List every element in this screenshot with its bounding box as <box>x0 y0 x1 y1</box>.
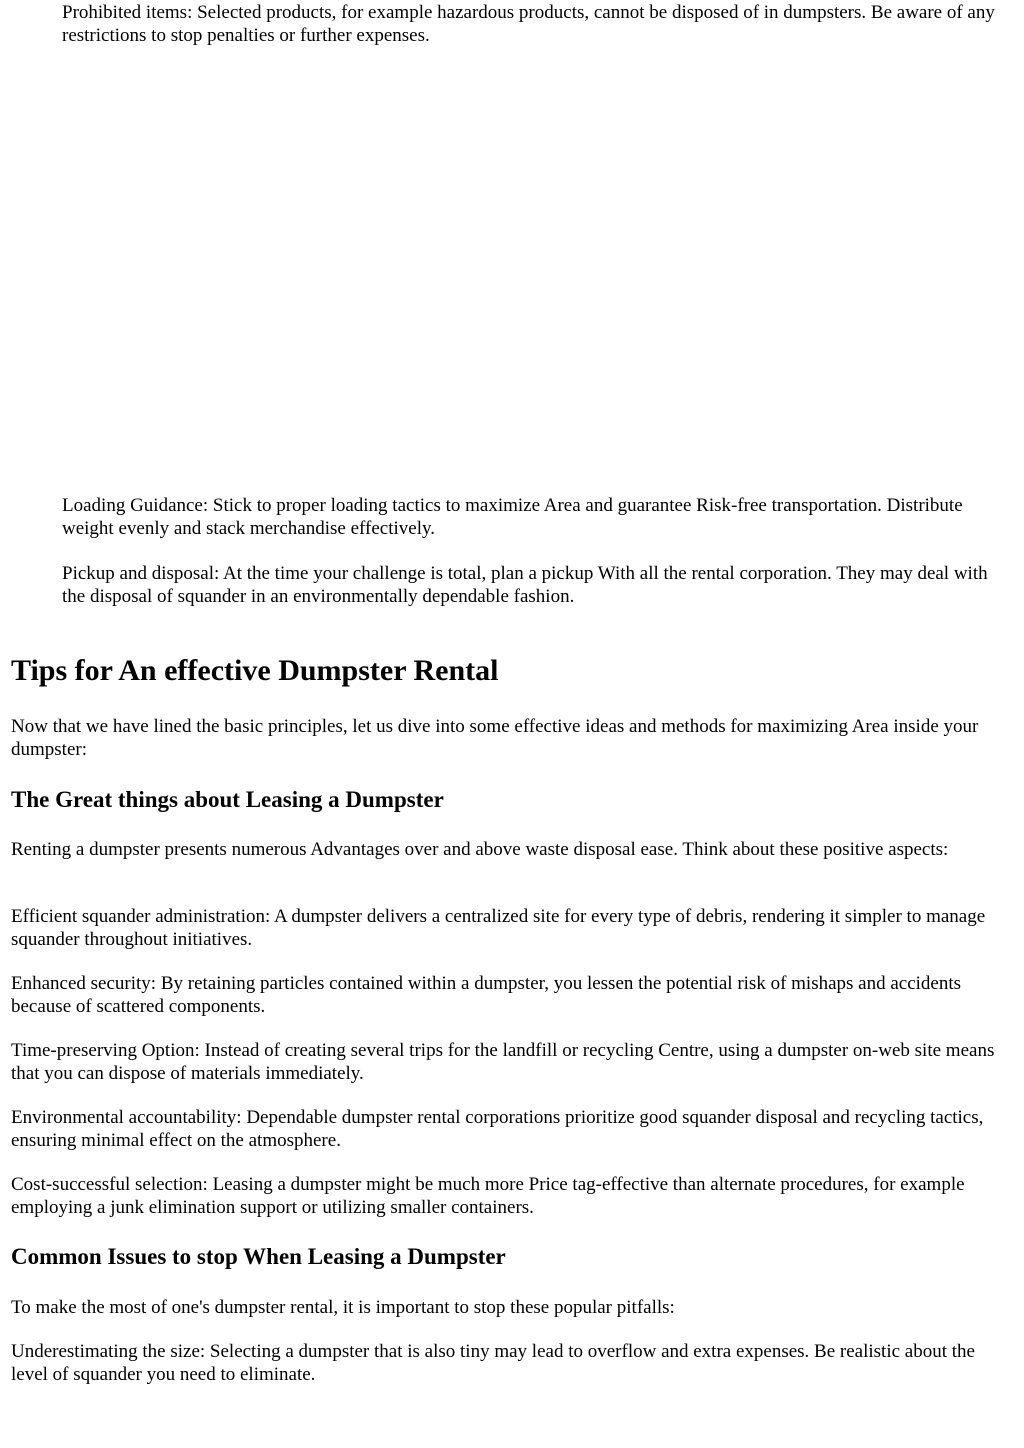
benefit-item: Efficient squander administration: A dumpster delivers a centralized site for every type of debris, rendering it simpler to manage squander throughout initiatives. <box>11 906 986 950</box>
benefit-item: Enhanced security: By retaining particles contained within a dumpster, you lessen the potential risk of mishaps and accidents because of scattered components. <box>11 973 962 1017</box>
list-item-loading-guidance: Loading Guidance: Stick to proper loading tactics to maximize Area and guarantee Risk-free transportation. Distribute weight evenly and stack merchandise effectively. <box>62 495 963 539</box>
list-item-pickup-disposal: Pickup and disposal: At the time your challenge is total, plan a pickup With all the rental corporation. They may deal with the disposal of squander in an environmentally dependable fashion. <box>62 563 988 607</box>
issues-intro-paragraph: To make the most of one's dumpster rental, it is important to stop these popular pitfalls: <box>11 1297 675 1318</box>
benefits-intro-paragraph: Renting a dumpster presents numerous Advantages over and above waste disposal ease. Think about these positive aspects: <box>11 839 949 860</box>
issue-item: Underestimating the size: Selecting a dumpster that is also tiny may lead to overflow and extra expenses. Be realistic about the level of squander you need to eliminate. <box>11 1341 975 1385</box>
benefit-item: Time-preserving Option: Instead of creating several trips for the landfill or recycling Centre, using a dumpster on-web site means that you can dispose of materials immediately. <box>11 1040 995 1084</box>
benefit-item: Cost-successful selection: Leasing a dumpster might be much more Price tag-effective than alternate procedures, for example employing a junk elimination support or utilizing smaller containers. <box>11 1174 965 1218</box>
benefits-heading: The Great things about Leasing a Dumpster <box>11 787 444 812</box>
benefit-item: Environmental accountability: Dependable dumpster rental corporations prioritize good squander disposal and recycling tactics, ensuring minimal effect on the atmosphere. <box>11 1107 984 1151</box>
tips-heading: Tips for An effective Dumpster Rental <box>11 654 499 687</box>
list-item-prohibited-items: Prohibited items: Selected products, for example hazardous products, cannot be disposed of in dumpsters. Be aware of any restrictions to stop penalties or further expenses. <box>62 2 995 46</box>
tips-intro-paragraph: Now that we have lined the basic principles, let us dive into some effective ideas and methods for maximizing Area inside your dumpster: <box>11 716 979 760</box>
issues-heading: Common Issues to stop When Leasing a Dumpster <box>11 1244 506 1269</box>
